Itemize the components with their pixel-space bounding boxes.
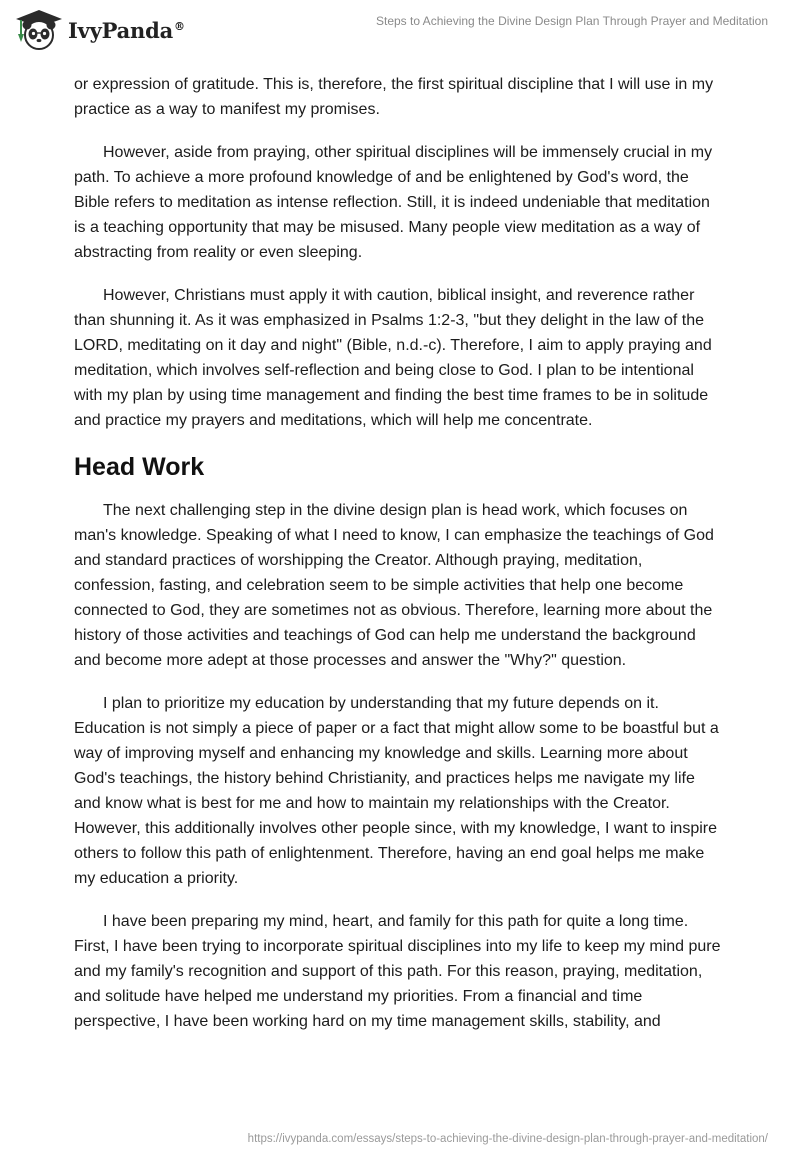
source-url[interactable]: https://ivypanda.com/essays/steps-to-achieving-the-divine-design-plan-through-prayer-and-meditation/ xyxy=(247,1133,768,1145)
page-header xyxy=(0,0,800,64)
paragraph: However, Christians must apply it with caution, biblical insight, and reverence rather than shunning it. As it was emphasized in Psalms 1:2-3, "but they delight in the law of the LORD, meditating on it day and night" (Bible, n.d.-c). Therefore, I aim to apply praying and meditation, which involves self-reflection and being close to God. I plan to be intentional with my plan by using time management and finding the best time frames to be in solitude and practice my prayers and meditations, which will help me concentrate. xyxy=(74,287,712,429)
essay-body xyxy=(74,72,724,1052)
brand-name: IvyPanda® xyxy=(68,17,185,43)
paragraph: The next challenging step in the divine design plan is head work, which focuses on man's knowledge. Speaking of what I need to know, I can emphasize the teachings of God and standard practices of worshipping the Creator. Although praying, meditation, confession, fasting, and celebration seem to be simple activities that help one become connected to God, they are sometimes not as obvious. Therefore, learning more about the history of those activities and teachings of God can help me understand the background and become more adept at those processes and answer the "Why?" question. xyxy=(74,502,714,669)
paragraph: I have been preparing my mind, heart, and family for this path for quite a long time. First, I have been trying to incorporate spiritual disciplines into my life to keep my mind pure and my family's recognition and support of this path. For this reason, praying, meditation, and solitude have helped me understand my priorities. From a financial and time perspective, I have been working hard on my time management skills, stability, and xyxy=(74,913,721,1030)
section-heading: Head Work xyxy=(74,453,205,481)
paragraph: I plan to prioritize my education by understanding that my future depends on it. Education is not simply a piece of paper or a fact that might allow some to be boastful but a way of improving myself and enhancing my knowledge and skills. Learning more about God's teachings, the history behind Christianity, and practices helps me navigate my life and know what is best for me and how to maintain my relationships with the Creator. However, this additionally involves other people since, with my knowledge, I want to inspire others to follow this path of enlightenment. Therefore, having an end goal helps me make my education a priority. xyxy=(74,695,719,887)
logo[interactable] xyxy=(14,8,185,52)
panda-logo-icon xyxy=(14,8,64,52)
document-title: Steps to Achieving the Divine Design Plan Through Prayer and Meditation xyxy=(375,14,768,28)
paragraph: or expression of gratitude. This is, therefore, the first spiritual discipline that I will use in my practice as a way to manifest my promises. xyxy=(74,76,714,118)
registered-mark: ® xyxy=(174,19,185,33)
paragraph: However, aside from praying, other spiritual disciplines will be immensely crucial in my path. To achieve a more profound knowledge of and be enlightened by God's word, the Bible refers to meditation as intense reflection. Still, it is indeed undeniable that meditation is a teaching opportunity that may be misused. Many people view meditation as a way of abstracting from reality or even sleeping. xyxy=(74,144,713,261)
